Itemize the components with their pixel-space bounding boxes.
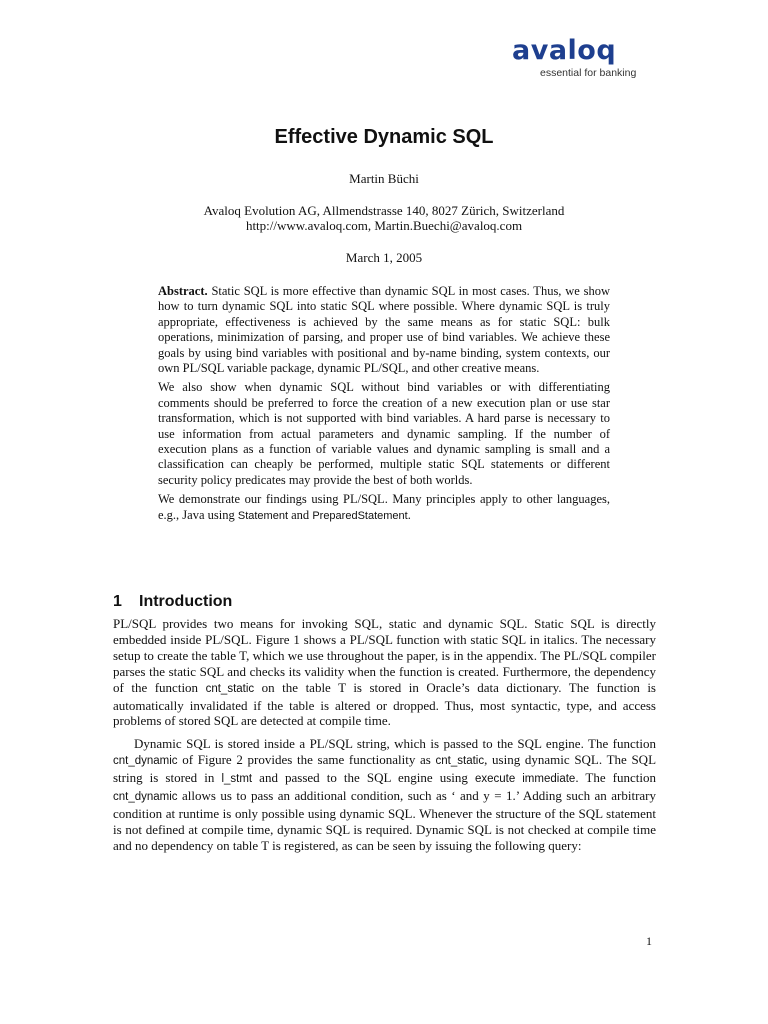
logo-tagline: essential for banking (540, 67, 637, 79)
author-name: Martin Büchi (349, 171, 419, 186)
paper-title: Effective Dynamic SQL (274, 126, 494, 148)
intro-paragraph-1: PL/SQL provides two means for invoking SQL, static and dynamic SQL. Static SQL is directly embedded inside PL/SQL. Figure 1 shows a PL/SQL function with static SQL in italics. The necessary setup to create the table T, which we use throughout the paper, is in the appendix. The PL/SQL compiler parses the static SQL and checks its validity when the function is created. Furthermore, the dependency of the function cnt_static on the table T is stored in Oracle’s data dictionary. The function is automatically invalidated if the table is altered or dropped. Thus, most syntactic, type, and access problems of stored SQL are detected at compile time. (113, 616, 656, 729)
section-number: 1 (113, 593, 122, 610)
contact-info: http://www.avaloq.com, Martin.Buechi@avaloq.com (245, 218, 523, 233)
code-statement: Statement (237, 509, 288, 522)
abstract-paragraph-3: We demonstrate our findings using PL/SQL. Many principles apply to other languages, e.g., Java using Statement and PreparedStatement. (158, 492, 610, 522)
abstract-paragraph-2: We also show when dynamic SQL without bind variables or with differentiating comments should be preferred to force the creation of a new execution plan or use star transformation, which is not supported with bind variables. A hard parse is necessary to use information from actual parameters and dynamic sampling. If the number of execution plans as a function of variable values and dynamic sampling is small and a classification can cheaply be performed, multiple static SQL statements or different security policy predicates may provide the best of both worlds. (158, 380, 610, 487)
section-title: Introduction (139, 593, 233, 610)
abstract-label: Abstract. (158, 284, 208, 298)
code-cnt-dynamic-ref: cnt_dynamic (113, 791, 178, 804)
logo-wordmark: avaloq (512, 35, 617, 66)
code-prepared-statement: PreparedStatement (312, 509, 408, 522)
affiliation: Avaloq Evolution AG, Allmendstrasse 140, 8027 Zürich, Switzerland (203, 203, 565, 218)
page-number: 1 (646, 934, 652, 948)
intro-paragraph-2: Dynamic SQL is stored inside a PL/SQL string, which is passed to the SQL engine. The function cnt_dynamic of Figure 2 provides the same functionality as cnt_static, using dynamic SQL. The SQL string is stored in l_stmt and passed to the SQL engine using execute immediate. The function cnt_dynamic allows us to pass an additional condition, such as ‘ and y = 1.’ Adding such an arbitrary condition at runtime is only possible using dynamic SQL. Whenever the structure of the SQL statement is not defined at compile time, dynamic SQL is required. Dynamic SQL is not checked at compile time and no dependency on table T is registered, as can be seen by issuing the following query: (113, 736, 657, 853)
code-execute-immediate: execute immediate (474, 773, 576, 786)
code-cnt-static: cnt_static (205, 682, 255, 695)
abstract (158, 284, 610, 528)
section-heading (113, 593, 232, 611)
code-cnt-static-ref: cnt_static (435, 755, 485, 768)
abstract-paragraph-1: Abstract. Static SQL is more effective than dynamic SQL in most cases. Thus, we show how to turn dynamic SQL into static SQL where possible. Where dynamic SQL is truly appropriate, effectiveness is achieved by the same means as for static SQL: bulk operations, minimization of parsing, and proper use of bind variables. We achieve these goals by using bind variables with positional and by-name binding, system contexts, our own PL/SQL variable package, dynamic PL/SQL, and other creative means. (158, 284, 610, 376)
code-l-stmt: l_stmt (221, 773, 253, 786)
publication-date: March 1, 2005 (345, 250, 423, 265)
code-cnt-dynamic: cnt_dynamic (113, 755, 178, 768)
intro-body (113, 616, 656, 854)
avaloq-logo (512, 34, 682, 82)
